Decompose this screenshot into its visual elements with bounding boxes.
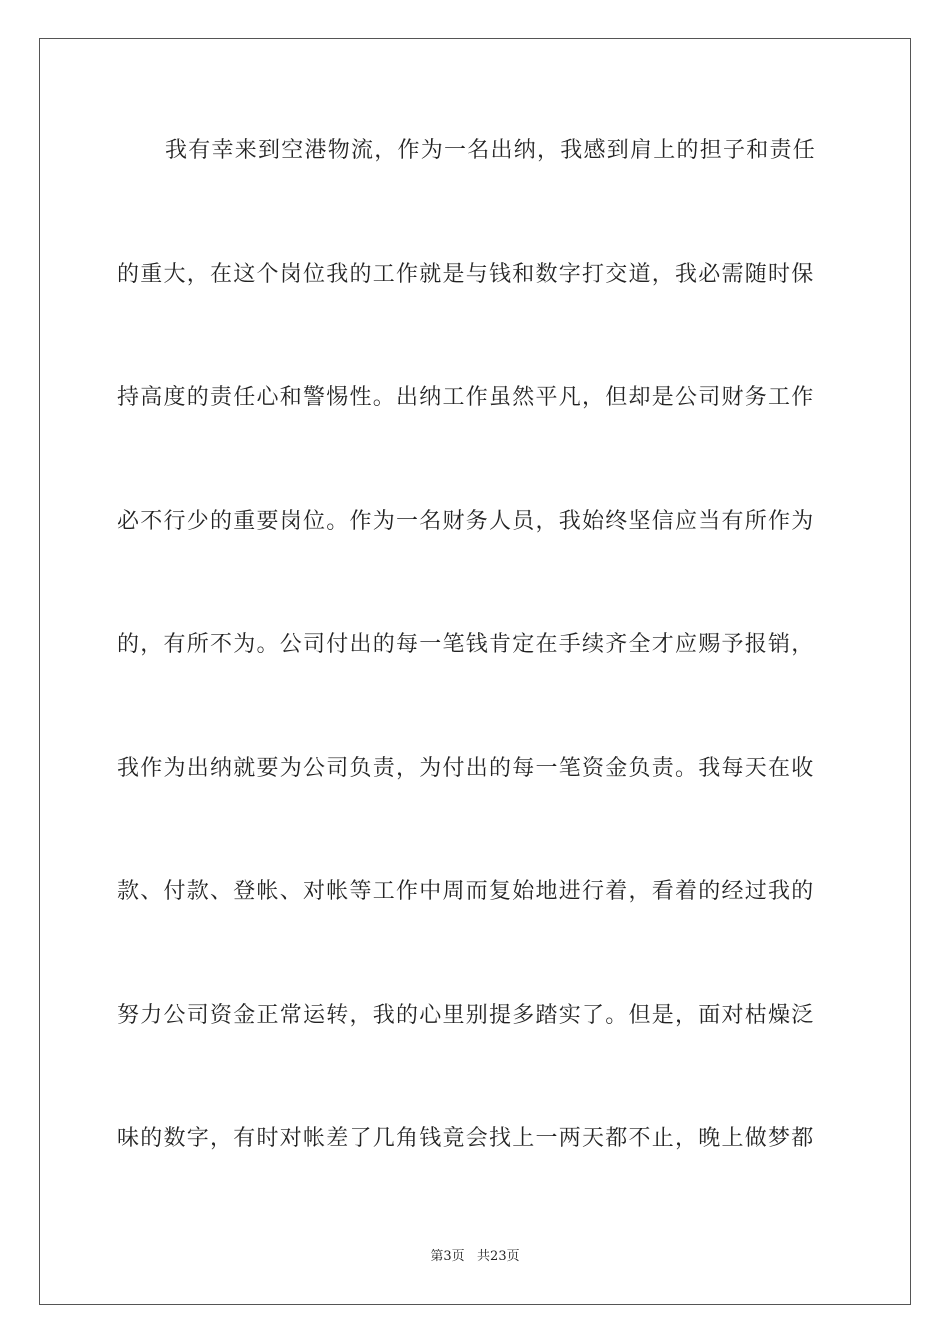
paragraph-line: 味的数字，有时对帐差了几角钱竟会找上一两天都不止，晚上做梦都 [117, 1126, 815, 1151]
paragraph-line: 我有幸来到空港物流，作为一名出纳，我感到肩上的担子和责任 [165, 138, 817, 163]
paragraph-line: 的，有所不为。公司付出的每一笔钱肯定在手续齐全才应赐予报销， [117, 632, 815, 657]
paragraph-line: 必不行少的重要岗位。作为一名财务人员，我始终坚信应当有所作为 [117, 508, 815, 534]
paragraph-line: 持高度的责任心和警惕性。出纳工作虽然平凡，但却是公司财务工作 [117, 385, 815, 410]
document-body [117, 100, 833, 1212]
paragraph-line: 努力公司资金正常运转，我的心里别提多踏实了。但是，面对枯燥泛 [117, 1002, 815, 1028]
paragraph-line: 我作为出纳就要为公司负责，为付出的每一笔资金负责。我每天在收 [117, 755, 815, 781]
paragraph-line: 的重大，在这个岗位我的工作就是与钱和数字打交道，我必需随时保 [117, 261, 815, 287]
page-number-footer: 第3页 共23页 [430, 1249, 520, 1264]
paragraph-line: 款、付款、登帐、对帐等工作中周而复始地进行着，看着的经过我的 [117, 879, 815, 904]
